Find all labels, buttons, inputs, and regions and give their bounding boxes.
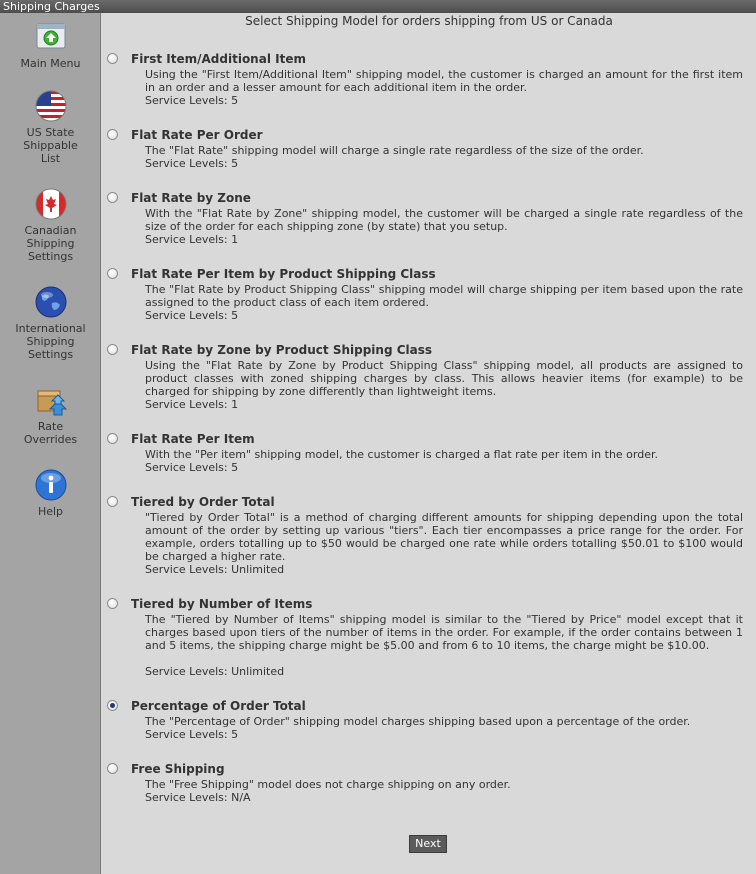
option-description: The "Tiered by Number of Items" shipping model is similar to the "Tiered by Price" model except that it charges based upon tiers of the number of items in the order. For example, if the order contains between 1 and 5 items, the shipping charge might be $5.00 and from 6 to 10 items, the charge might be $10.00. [145, 613, 743, 652]
sidebar-item-help[interactable] [0, 468, 101, 518]
canada-flag-icon [34, 187, 68, 221]
shipping-model-radio[interactable] [107, 344, 118, 355]
option-description: With the "Per item" shipping model, the customer is charged a flat rate per item in the order. [145, 448, 659, 461]
sidebar-item-international-shipping[interactable] [0, 285, 101, 361]
option-title: Tiered by Number of Items [131, 597, 313, 611]
option-description: With the "Flat Rate by Zone" shipping model, the customer will be charged a single rate regardless of the size of the order for each shipping zone (by state) that you setup. [145, 207, 743, 233]
option-service-levels: Service Levels: N/A [145, 791, 251, 804]
option-description: Using the "Flat Rate by Zone by Product Shipping Class" shipping model, all products are assigned to product classes with zoned shipping charges by class. This allows heavier items (for example) to be charged for shipping by zone differently than lightweight items. [145, 359, 743, 398]
option-service-levels: Service Levels: Unlimited [145, 563, 285, 576]
next-button[interactable]: Next [409, 835, 447, 853]
sidebar-item-label: International Shipping Settings [15, 322, 86, 361]
shipping-model-radio[interactable] [107, 53, 118, 64]
option-description: The "Flat Rate" shipping model will charge a single rate regardless of the size of the order. [145, 144, 644, 157]
sidebar-item-label: Rate Overrides [23, 420, 78, 446]
shipping-model-radio[interactable] [107, 763, 118, 774]
option-title: Free Shipping [131, 762, 225, 776]
option-service-levels: Service Levels: 5 [145, 728, 239, 741]
sidebar-item-main-menu[interactable] [0, 20, 101, 70]
option-service-levels: Service Levels: 1 [145, 233, 239, 246]
option-title: Flat Rate Per Item [131, 432, 255, 446]
option-service-levels: Service Levels: 5 [145, 94, 239, 107]
option-title: Flat Rate Per Order [131, 128, 263, 142]
option-description: Using the "First Item/Additional Item" shipping model, the customer is charged an amount for the first item in an order and a lesser amount for each additional item in the order. [145, 68, 743, 94]
box-arrows-icon [34, 383, 68, 417]
sidebar-item-label: US State Shippable List [23, 126, 78, 165]
sidebar-item-label: Main Menu [20, 57, 81, 70]
shipping-model-radio[interactable] [107, 268, 118, 279]
shipping-model-radio[interactable] [107, 129, 118, 140]
option-title: Flat Rate by Zone [131, 191, 251, 205]
page-heading: Select Shipping Model for orders shipping from US or Canada [245, 14, 613, 28]
info-icon [34, 468, 68, 502]
option-title: First Item/Additional Item [131, 52, 306, 66]
shipping-model-radio[interactable] [107, 433, 118, 444]
option-title: Tiered by Order Total [131, 495, 275, 509]
option-description: The "Flat Rate by Product Shipping Class" shipping model will charge shipping per item based upon the rate assigned to the product class of each item ordered. [145, 283, 743, 309]
option-description: The "Percentage of Order" shipping model charges shipping based upon a percentage of the order. [145, 715, 691, 728]
option-service-levels: Service Levels: 5 [145, 309, 239, 322]
sidebar [0, 13, 101, 874]
option-description: "Tiered by Order Total" is a method of charging different amounts for shipping depending upon the total amount of the order by setting up various "tiers". Each tier encompasses a price range for the order. For example, orders totalling up to $50 would be charged one rate while orders totalling $50.01 to $100 would be charged a higher rate. [145, 511, 743, 563]
sidebar-item-rate-overrides[interactable] [0, 383, 101, 446]
option-service-levels: Service Levels: 1 [145, 398, 239, 411]
shipping-model-radio[interactable] [107, 496, 118, 507]
sidebar-item-label: Help [37, 505, 64, 518]
main-content [102, 13, 756, 874]
option-description: The "Free Shipping" model does not charge shipping on any order. [145, 778, 511, 791]
window-title: Shipping Charges [0, 0, 756, 13]
sidebar-item-label: Canadian Shipping Settings [24, 224, 77, 263]
shipping-model-radio[interactable] [107, 700, 118, 711]
option-service-levels: Service Levels: 5 [145, 461, 239, 474]
us-flag-icon [34, 89, 68, 123]
option-title: Percentage of Order Total [131, 699, 306, 713]
option-service-levels: Service Levels: Unlimited [145, 665, 285, 678]
shipping-model-radio[interactable] [107, 192, 118, 203]
sidebar-item-us-state-list[interactable] [0, 89, 101, 165]
option-service-levels: Service Levels: 5 [145, 157, 239, 170]
shipping-model-radio[interactable] [107, 598, 118, 609]
option-title: Flat Rate by Zone by Product Shipping Class [131, 343, 433, 357]
sidebar-item-canadian-shipping[interactable] [0, 187, 101, 263]
main-menu-icon [34, 20, 68, 54]
option-title: Flat Rate Per Item by Product Shipping Class [131, 267, 436, 281]
globe-icon [34, 285, 68, 319]
